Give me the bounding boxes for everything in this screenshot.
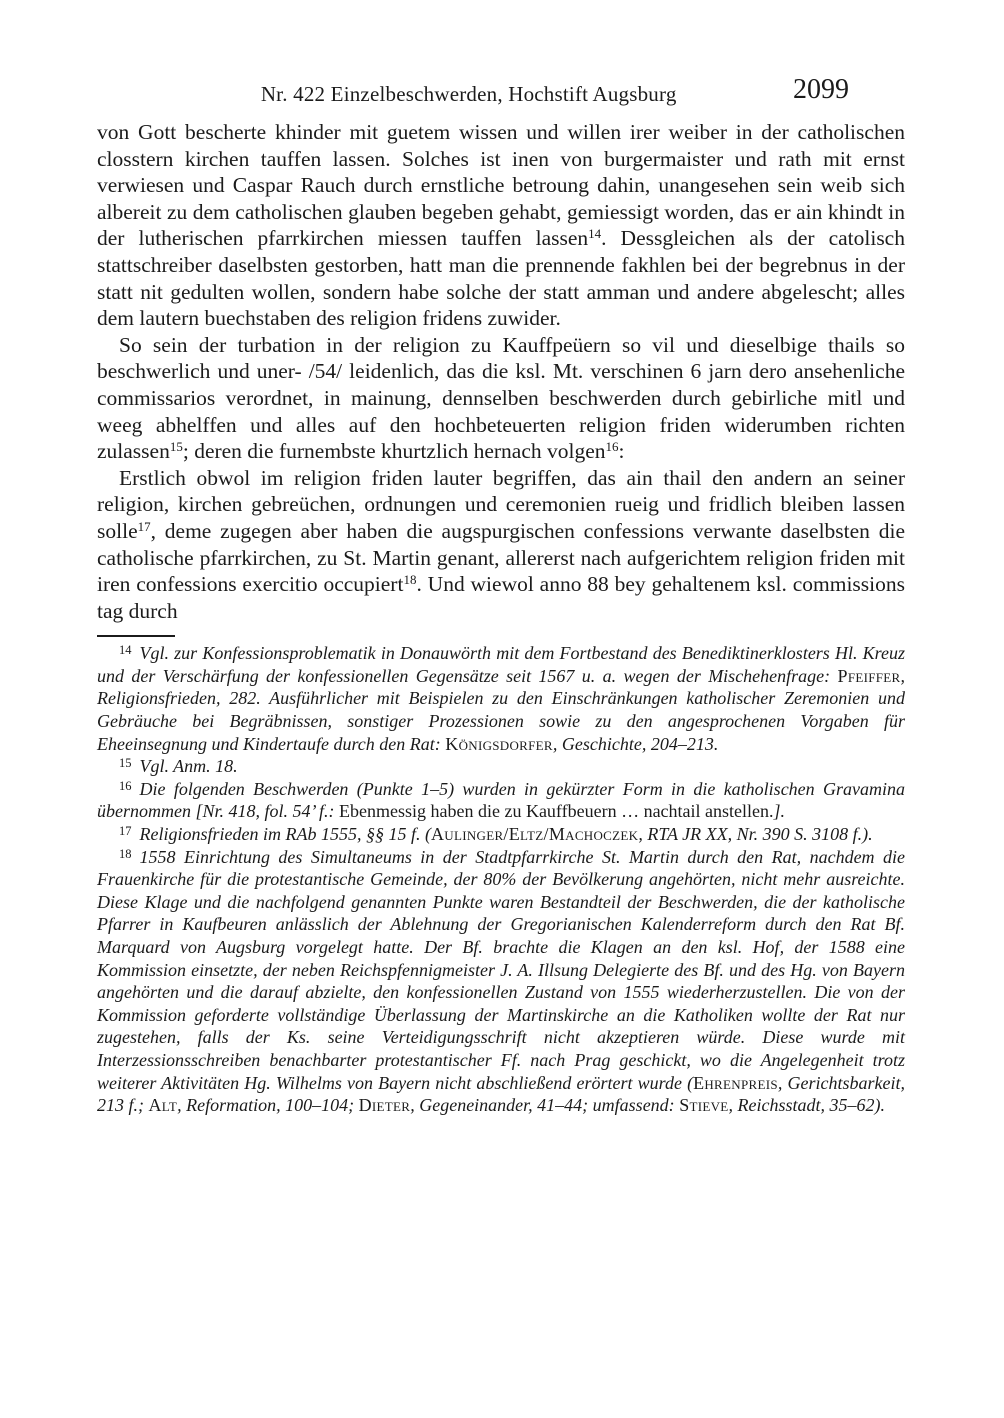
author-name-smallcaps: Alt	[148, 1095, 178, 1116]
running-title: Nr. 422 Einzelbeschwerden, Hochstift Augsburg	[260, 82, 677, 106]
text-run: . Und wiewol anno 88 bey gehaltenem ksl. commissions tag durch	[97, 572, 905, 623]
footnote	[97, 823, 905, 846]
footnote-text-run: Ebenmessig haben die zu Kauffbeuern … nachtail anstellen.	[339, 801, 774, 822]
footnote-text-run: Die folgenden Beschwerden (Punkte 1–5) wurden in gekürzter Form in die katholischen Gravamina übernommen [Nr. 418, fol. 54’ f.:	[97, 778, 905, 822]
footnote-text-run: , Religionsfrieden, 282. Ausführlicher mit Beispielen zu den Einschränkungen katholischer Zeremonien und Gebräuche bei Begräbnissen, sonstiger Prozessionen sowie zu den angesprochenen Vorgaben für Eheeinsegnung und Kindertaufe durch den Rat:	[97, 665, 905, 754]
footnote-reference: 14	[588, 226, 602, 242]
footnote-reference: 18	[403, 572, 417, 588]
author-name-smallcaps: Dieter	[358, 1095, 411, 1116]
footnote	[97, 846, 905, 1117]
footnote-text-run: , Gerichtsbarkeit, 213 f.;	[97, 1072, 905, 1116]
body-paragraph	[97, 332, 905, 465]
footnote	[97, 778, 905, 823]
footnote-separator-rule	[97, 635, 175, 637]
footnote-text-run: Religionsfrieden im RAb 1555, §§ 15 f. (	[139, 824, 431, 845]
page-header	[97, 74, 905, 108]
footnote-text-run: , RTA JR XX, Nr. 390 S. 3108 f.).	[638, 824, 873, 845]
footnote-reference: 16	[605, 439, 619, 455]
body-paragraph	[97, 465, 905, 625]
author-name-smallcaps: Ehrenpreis	[693, 1072, 778, 1093]
footnote-marker: 14	[119, 643, 132, 658]
text-run: :	[618, 439, 625, 464]
footnote-marker: 15	[119, 756, 132, 771]
footnote-text-run: Vgl. zur Konfessionsproblematik in Donauwörth mit dem Fortbestand des Benediktinerklosters Hl. Kreuz und der Verschärfung der konfessionellen Gegensätze seit 1567 u. a. wegen der Mischehenfrage:	[97, 643, 905, 686]
footnote-text-run: Vgl. Anm. 18.	[139, 756, 238, 777]
document-page	[97, 0, 905, 1117]
footnote-text-run: , Gegeneinander, 41–44; umfassend:	[410, 1095, 680, 1116]
footnote	[97, 755, 905, 778]
footnote-reference: 15	[169, 439, 183, 455]
text-run: So sein der turbation in der religion zu Kauffpeüern so vil und dieselbige thails so beschwerlich und uner- /54/ leidenlich, das die ksl. Mt. verschinen 6 jarn dero ansehenliche commissarios verordnet, in mainung, dennselben beschwerden durch gebirliche mitl und weeg abhelffen und alles auf den hochbeteuerten religion friden widerumben richten zulassen	[97, 332, 905, 464]
author-name-smallcaps: Aulinger/Eltz/Machoczek	[430, 824, 639, 845]
footnote-marker: 17	[119, 824, 132, 839]
text-run: Erstlich obwol im religion friden lauter begriffen, das ain thail den andern an seiner religion, kirchen gebreüchen, ordnungen und ceremonien rueig und fridlich bleiben lassen solle	[97, 465, 905, 543]
footnote	[97, 642, 905, 755]
footnote-text-run: , Reichsstadt, 35–62).	[728, 1095, 886, 1116]
text-run: von Gott bescherte khinder mit guetem wissen und willen irer weiber in der catholischen closstern kirchen tauffen lassen. Solches ist inen von burgermaister und rath mit ernst verwiesen und Caspar Rauch durch ernstliche betroung dahin, unangesehen sein weib sich albereit zu dem catholischen glauben begeben gehabt, gemiessigt worden, das er ain khindt in der lutherischen pfarrkirchen miessen tauffen lassen	[97, 120, 905, 251]
text-run: , deme zugegen aber haben die augspurgischen confessions verwante daselbsten die catholische pfarrkirchen, zu St. Martin genant, allererst nach aufgerichtem religion friden mit iren confessions exercitio occupiert	[97, 518, 905, 597]
footnote-text-run: ].	[773, 801, 786, 822]
footnote-marker: 18	[119, 846, 132, 861]
footnote-marker: 16	[119, 778, 132, 793]
page-number: 2099	[793, 74, 849, 105]
main-text-block	[97, 119, 905, 624]
footnote-reference: 17	[137, 518, 151, 534]
footnote-text-run: , Reformation, 100–104;	[177, 1095, 359, 1116]
footnote-text-run: , Geschichte, 204–213.	[552, 733, 719, 754]
author-name-smallcaps: Königsdorfer	[445, 733, 553, 754]
author-name-smallcaps: Stieve	[679, 1095, 729, 1116]
author-name-smallcaps: Pfeiffer	[837, 665, 901, 686]
body-paragraph	[97, 119, 905, 332]
footnote-text-run: 1558 Einrichtung des Simultaneums in der Stadtpfarrkirche St. Martin durch den Rat, nachdem die Frauenkirche für die protestantische Gemeinde, der 80% der Bevölkerung angehörten, nicht mehr ausreichte. Diese Klage und die nachfolgend genannten Punkte waren Bestandteil der Beschwerden, die der katholische Pfarrer in Kaufbeuren anlässlich der Ablehnung der Gregorianischen Kalenderreform durch den Rat Bf. Marquard von Augsburg vorgelegt hatte. Der Bf. brachte die Klagen an den ksl. Hof, der 1588 eine Kommission einsetzte, der neben Reichspfennigmeister J. A. Illsung Delegierte des Bf. und des Hg. von Bayern angehörten und die darauf abzielte, den konfessionellen Zustand von 1555 wiederherzustellen. Die von der Kommission geforderte vollständige Überlassung der Martinskirche an die Katholiken wollte der Rat nur zugestehen, falls der Ks. seine Verteidigungsschrift nicht akzeptieren würde. Diese wurde mit Interzessionsschreiben benachbarter protestantischer Ff. nach Prag geschickt, wo die Angelegenheit trotz weiterer Aktivitäten Hg. Wilhelms von Bayern nicht abschließend erörtert wurde (	[97, 846, 905, 1093]
text-run: . Dessgleichen als der catolisch stattschreiber daselbsten gestorben, hatt man die prennende fakhlen bei der begrebnus in der statt nit gedulten wollen, sondern habe solche der statt amman und andere abgelescht; alles dem lautern buechstaben des religion fridens zuwider.	[97, 226, 905, 331]
text-run: ; deren die furnembste khurtzlich hernach volgen	[182, 439, 606, 464]
footnotes-block	[97, 642, 905, 1116]
